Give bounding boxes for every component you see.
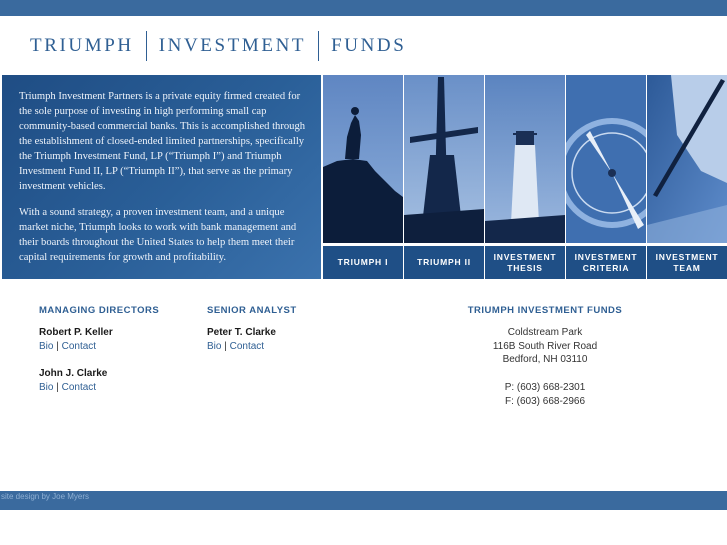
spacer <box>460 367 630 381</box>
logo-word-investment: INVESTMENT <box>158 35 307 56</box>
lighthouse-image <box>485 75 565 243</box>
contact-info-section <box>460 305 630 408</box>
senior-analyst-heading: SENIOR ANALYST <box>207 305 297 316</box>
person-links <box>39 340 159 354</box>
pen-hand-image <box>647 75 727 243</box>
nav-tile-triumph-i[interactable] <box>323 75 403 279</box>
link-separator: | <box>224 341 227 352</box>
top-bar <box>0 0 727 16</box>
managing-directors-section <box>39 305 159 395</box>
contact-link[interactable]: Contact <box>61 382 97 393</box>
nav-label-investment-team[interactable]: INVESTMENT TEAM <box>647 246 727 279</box>
intro-paragraph-1: Triumph Investment Partners is a private equity firmed created for the sole purpose of investing in high performing small cap community-based commercial banks. This is accomplished through the establishment of closed-ended limited partnerships, specifically the Triumph Investment Fund, LP (“Triumph I”) and Triumph Investment Fund II, LP (“Triumph II”), that serve as the primary investment vehicles. <box>19 91 306 192</box>
intro-panel <box>2 75 321 279</box>
site-credit[interactable]: site design by Joe Myers <box>1 492 90 501</box>
link-separator: | <box>56 382 59 393</box>
contact-heading: TRIUMPH INVESTMENT FUNDS <box>467 305 623 316</box>
nav-tile-investment-team[interactable] <box>647 75 727 279</box>
nav-label-investment-criteria[interactable]: INVESTMENT CRITERIA <box>566 246 646 279</box>
address-line: Bedford, NH 03110 <box>502 354 588 366</box>
fax-number: F: (603) 668-2966 <box>504 395 586 407</box>
senior-analyst-section <box>207 305 297 354</box>
contact-link[interactable]: Contact <box>61 341 97 352</box>
person-card <box>207 326 297 354</box>
person-links <box>207 340 297 354</box>
bio-link[interactable]: Bio <box>39 341 54 352</box>
person-name: John J. Clarke <box>39 368 108 379</box>
nav-tile-triumph-ii[interactable] <box>404 75 484 279</box>
person-card <box>39 367 159 395</box>
bio-link[interactable]: Bio <box>39 382 54 393</box>
windmill-image <box>404 75 484 243</box>
person-name: Peter T. Clarke <box>207 327 276 338</box>
compass-image <box>566 75 646 243</box>
logo-word-funds: FUNDS <box>331 35 407 56</box>
logo-word-triumph: TRIUMPH <box>30 35 134 56</box>
person-links <box>39 381 159 395</box>
nav-label-triumph-i[interactable]: TRIUMPH I <box>323 246 403 279</box>
nav-tile-investment-criteria[interactable] <box>566 75 646 279</box>
person-card <box>39 326 159 354</box>
managing-directors-heading: MANAGING DIRECTORS <box>39 305 160 316</box>
bio-link[interactable]: Bio <box>207 341 222 352</box>
address-line: 116B South River Road <box>492 340 598 352</box>
phone-number: P: (603) 668-2301 <box>504 381 586 393</box>
nav-label-investment-thesis[interactable]: INVESTMENT THESIS <box>485 246 565 279</box>
intro-paragraph-2: With a sound strategy, a proven investment team, and a unique market niche, Triumph looks to work with bank management and their boards throughout the United States to help them meet their capital requirements for growth and profitability. <box>19 207 297 263</box>
climber-image <box>323 75 403 243</box>
link-separator: | <box>56 341 59 352</box>
nav-tile-investment-thesis[interactable] <box>485 75 565 279</box>
site-logo[interactable] <box>0 30 418 62</box>
nav-label-triumph-ii[interactable]: TRIUMPH II <box>404 246 484 279</box>
person-name: Robert P. Keller <box>39 327 113 338</box>
address-line: Coldstream Park <box>507 327 583 338</box>
footer-bar <box>0 491 727 510</box>
contact-link[interactable]: Contact <box>229 341 265 352</box>
